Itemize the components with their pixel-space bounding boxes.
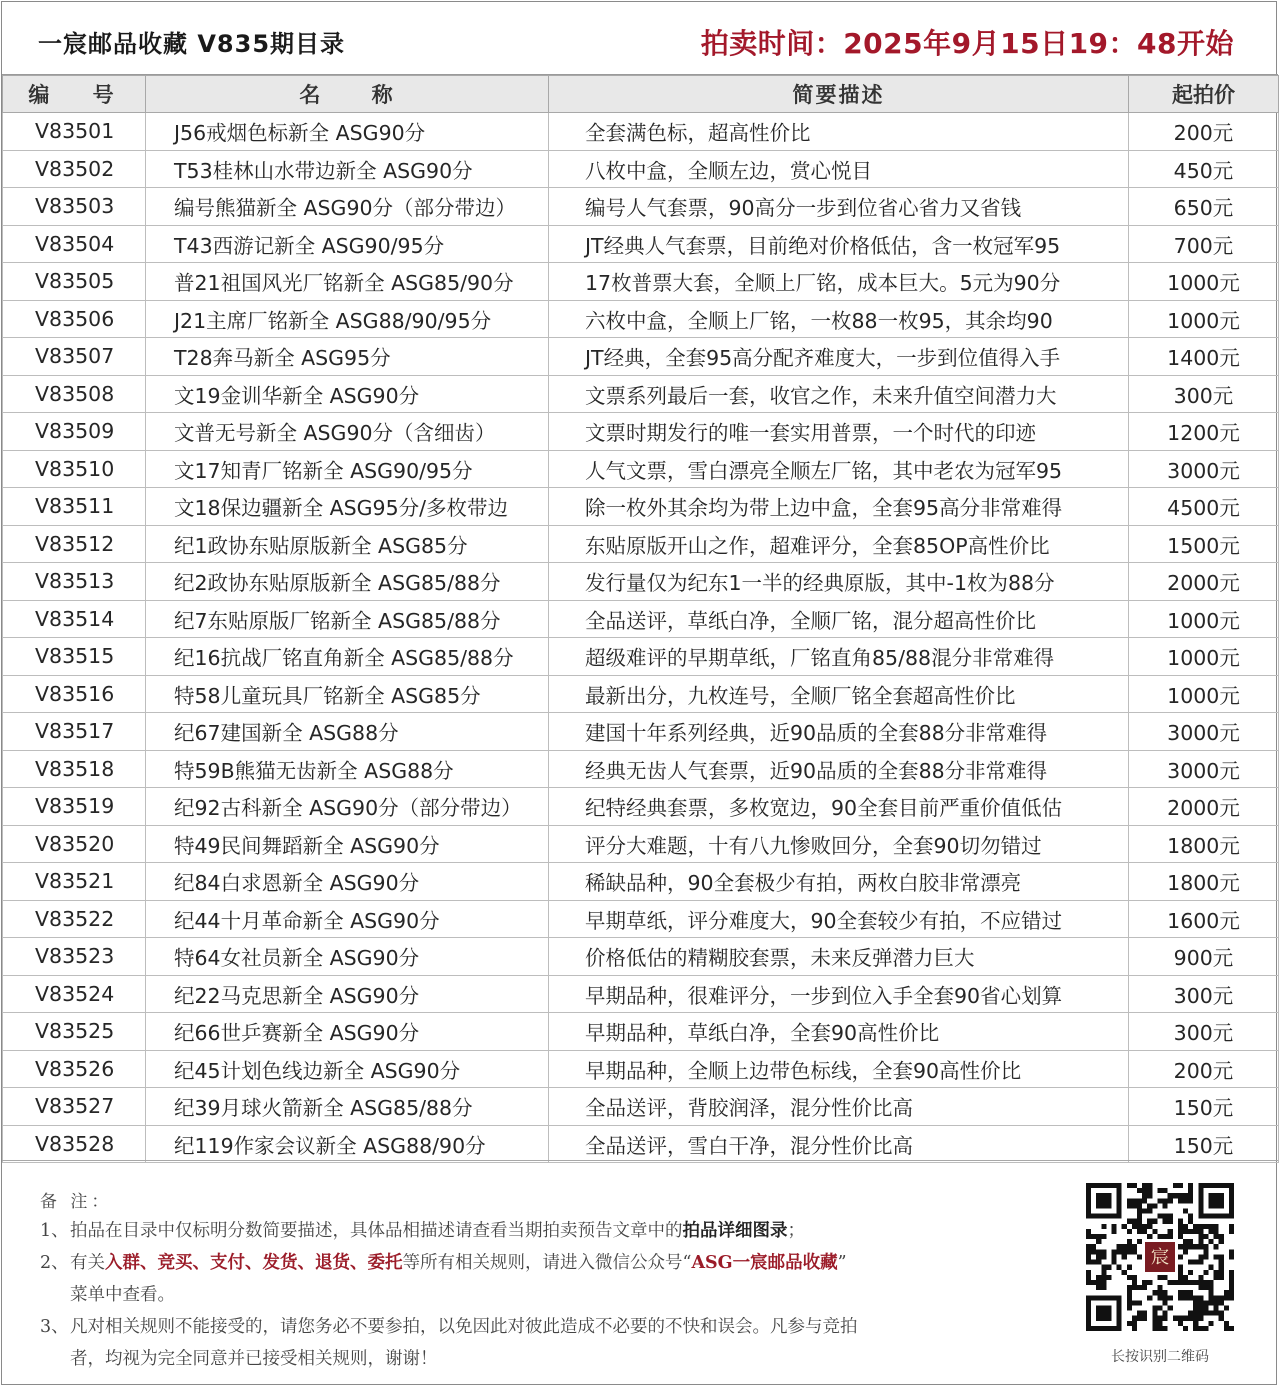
starting-price: 150元 (1129, 1125, 1279, 1163)
stamp-name: 特49民间舞蹈新全 ASG90分 (146, 825, 549, 863)
brief-description: 早期品种，草纸白净，全套90高性价比 (549, 1013, 1129, 1051)
starting-price: 1800元 (1129, 863, 1279, 901)
table-row (3, 825, 1279, 863)
lot-number: V83527 (3, 1088, 146, 1126)
stamp-name: 特58儿童玩具厂铭新全 ASG85分 (146, 675, 549, 713)
lot-number: V83504 (3, 225, 146, 263)
lot-number: V83519 (3, 788, 146, 826)
lot-number: V83523 (3, 938, 146, 976)
stamp-name: 纪44十月革命新全 ASG90分 (146, 900, 549, 938)
starting-price: 300元 (1129, 375, 1279, 413)
note-2 (40, 1247, 1040, 1311)
brief-description: 价格低估的精糊胶套票，未来反弹潜力巨大 (549, 938, 1129, 976)
stamp-name: J56戒烟色标新全 ASG90分 (146, 113, 549, 151)
table-row (3, 225, 1279, 263)
lot-number: V83524 (3, 975, 146, 1013)
note-2-quote-close: ” (837, 1253, 847, 1273)
stamp-name: 纪39月球火箭新全 ASG85/88分 (146, 1088, 549, 1126)
table-row (3, 1125, 1279, 1163)
lot-number: V83517 (3, 713, 146, 751)
starting-price: 1000元 (1129, 300, 1279, 338)
column-header-name: 名 称 (146, 76, 549, 113)
brief-description: 评分大难题，十有八九惨败回分，全套90切勿错过 (549, 825, 1129, 863)
brief-description: 全品送评，背胶润泽，混分性价比高 (549, 1088, 1129, 1126)
table-row (3, 638, 1279, 676)
table-row (3, 713, 1279, 751)
starting-price: 650元 (1129, 188, 1279, 226)
starting-price: 1200元 (1129, 413, 1279, 451)
brief-description: 八枚中盒，全顺左边，赏心悦目 (549, 150, 1129, 188)
starting-price: 300元 (1129, 975, 1279, 1013)
starting-price: 2000元 (1129, 563, 1279, 601)
stamp-name: T53桂林山水带边新全 ASG90分 (146, 150, 549, 188)
starting-price: 2000元 (1129, 788, 1279, 826)
note-1-number: 1、 (40, 1221, 69, 1241)
table-row (3, 450, 1279, 488)
note-3-number: 3、 (40, 1317, 69, 1337)
note-2-middle: 等所有相关规则，请进入微信公众号“ (402, 1253, 692, 1273)
brief-description: 建国十年系列经典，近90品质的全套88分非常难得 (549, 713, 1129, 751)
stamp-name: 特59B熊猫无齿新全 ASG88分 (146, 750, 549, 788)
starting-price: 300元 (1129, 1013, 1279, 1051)
brief-description: 六枚中盒，全顺上厂铭，一枚88一枚95，其余均90 (549, 300, 1129, 338)
notes-title: 备 注： (40, 1192, 113, 1212)
lot-number: V83513 (3, 563, 146, 601)
table-row (3, 263, 1279, 301)
starting-price: 200元 (1129, 113, 1279, 151)
starting-price: 900元 (1129, 938, 1279, 976)
table-row (3, 750, 1279, 788)
brief-description: 全套满色标，超高性价比 (549, 113, 1129, 151)
header-bar (2, 2, 1278, 75)
lot-number: V83505 (3, 263, 146, 301)
qr-caption: 长按识别二维码 (1111, 1349, 1209, 1365)
brief-description: JT经典人气套票，目前绝对价格低估，含一枚冠军95 (549, 225, 1129, 263)
lot-number: V83516 (3, 675, 146, 713)
lot-number: V83501 (3, 113, 146, 151)
lot-number: V83515 (3, 638, 146, 676)
table-row (3, 788, 1279, 826)
brief-description: 全品送评，草纸白净，全顺厂铭，混分超高性价比 (549, 600, 1129, 638)
table-row (3, 900, 1279, 938)
note-1-text: 拍品在目录中仅标明分数简要描述，具体品相描述请查看当期拍卖预告文章中的 (70, 1221, 683, 1241)
catalog-table (2, 75, 1279, 1163)
lot-number: V83514 (3, 600, 146, 638)
lot-number: V83525 (3, 1013, 146, 1051)
brief-description: 超级难评的早期草纸，厂铭直角85/88混分非常难得 (549, 638, 1129, 676)
lot-number: V83508 (3, 375, 146, 413)
starting-price: 1000元 (1129, 638, 1279, 676)
note-1-end: ； (787, 1221, 805, 1241)
column-header-description: 简要描述 (549, 76, 1129, 113)
starting-price: 150元 (1129, 1088, 1279, 1126)
brief-description: 早期草纸，评分难度大，90全套较少有拍，不应错过 (549, 900, 1129, 938)
brief-description: JT经典，全套95高分配齐难度大，一步到位值得入手 (549, 338, 1129, 376)
brief-description: 最新出分，九枚连号，全顺厂铭全套超高性价比 (549, 675, 1129, 713)
note-3-text: 凡对相关规则不能接受的，请您务必不要参拍，以免因此对彼此造成不必要的不快和误会。凡参与竞拍 (70, 1317, 858, 1337)
note-2-prefix: 有关 (70, 1253, 105, 1273)
brief-description: 文票系列最后一套，收官之作，未来升值空间潜力大 (549, 375, 1129, 413)
table-row (3, 300, 1279, 338)
lot-number: V83503 (3, 188, 146, 226)
starting-price: 1400元 (1129, 338, 1279, 376)
lot-number: V83507 (3, 338, 146, 376)
brief-description: 除一枚外其余均为带上边中盒，全套95高分非常难得 (549, 488, 1129, 526)
stamp-name: 纪45计划色线边新全 ASG90分 (146, 1050, 549, 1088)
brief-description: 纪特经典套票，多枚宽边，90全套目前严重价值低估 (549, 788, 1129, 826)
table-row (3, 975, 1279, 1013)
lot-number: V83518 (3, 750, 146, 788)
table-row (3, 600, 1279, 638)
stamp-name: 纪2政协东贴原版新全 ASG85/88分 (146, 563, 549, 601)
starting-price: 450元 (1129, 150, 1279, 188)
starting-price: 200元 (1129, 1050, 1279, 1088)
stamp-name: 纪84白求恩新全 ASG90分 (146, 863, 549, 901)
starting-price: 3000元 (1129, 450, 1279, 488)
table-row (3, 375, 1279, 413)
brief-description: 早期品种，很难评分，一步到位入手全套90省心划算 (549, 975, 1129, 1013)
lot-number: V83506 (3, 300, 146, 338)
starting-price: 3000元 (1129, 713, 1279, 751)
stamp-name: 纪16抗战厂铭直角新全 ASG85/88分 (146, 638, 549, 676)
note-3-continuation: 者，均视为完全同意并已接受相关规则，谢谢！ (70, 1349, 438, 1369)
lot-number: V83512 (3, 525, 146, 563)
catalog-sheet (1, 1, 1277, 1385)
stamp-name: 文普无号新全 ASG90分（含细齿） (146, 413, 549, 451)
lot-number: V83528 (3, 1125, 146, 1163)
stamp-name: 编号熊猫新全 ASG90分（部分带边） (146, 188, 549, 226)
lot-number: V83520 (3, 825, 146, 863)
starting-price: 1000元 (1129, 675, 1279, 713)
column-header-price: 起拍价 (1129, 76, 1279, 113)
note-2-number: 2、 (40, 1253, 69, 1273)
starting-price: 1000元 (1129, 263, 1279, 301)
lot-number: V83510 (3, 450, 146, 488)
stamp-name: 文17知青厂铭新全 ASG90/95分 (146, 450, 549, 488)
lot-number: V83511 (3, 488, 146, 526)
lot-number: V83521 (3, 863, 146, 901)
table-row (3, 938, 1279, 976)
stamp-name: 纪67建国新全 ASG88分 (146, 713, 549, 751)
note-1-detail-catalog: 拍品详细图录 (682, 1221, 788, 1241)
table-row (3, 563, 1279, 601)
note-2-wechat-account: ASG一宸邮品收藏 (691, 1253, 838, 1273)
note-2-continuation: 菜单中查看。 (70, 1285, 175, 1305)
brief-description: 全品送评，雪白干净，混分性价比高 (549, 1125, 1129, 1163)
qr-center-logo-glyph: 宸 (1150, 1247, 1170, 1269)
table-row (3, 1013, 1279, 1051)
lot-number: V83526 (3, 1050, 146, 1088)
note-3 (40, 1311, 1040, 1375)
brief-description: 编号人气套票，90高分一步到位省心省力又省钱 (549, 188, 1129, 226)
table-row (3, 338, 1279, 376)
brief-description: 经典无齿人气套票，近90品质的全套88分非常难得 (549, 750, 1129, 788)
brief-description: 17枚普票大套，全顺上厂铭，成本巨大。5元为90分 (549, 263, 1129, 301)
table-row (3, 863, 1279, 901)
brief-description: 人气文票，雪白漂亮全顺左厂铭，其中老农为冠军95 (549, 450, 1129, 488)
starting-price: 1500元 (1129, 525, 1279, 563)
note-2-rule-topics: 入群、竞买、支付、发货、退货、委托 (105, 1253, 403, 1273)
auction-time: 拍卖时间：2025年9月15日19：48开始 (700, 27, 1234, 60)
starting-price: 4500元 (1129, 488, 1279, 526)
table-header-row (3, 76, 1279, 113)
starting-price: 700元 (1129, 225, 1279, 263)
table-row (3, 675, 1279, 713)
stamp-name: 文18保边疆新全 ASG95分/多枚带边 (146, 488, 549, 526)
column-header-id: 编 号 (3, 76, 146, 113)
stamp-name: 纪7东贴原版厂铭新全 ASG85/88分 (146, 600, 549, 638)
stamp-name: 纪119作家会议新全 ASG88/90分 (146, 1125, 549, 1163)
table-row (3, 413, 1279, 451)
brief-description: 稀缺品种，90全套极少有拍，两枚白胶非常漂亮 (549, 863, 1129, 901)
brief-description: 早期品种，全顺上边带色标线，全套90高性价比 (549, 1050, 1129, 1088)
stamp-name: 纪22马克思新全 ASG90分 (146, 975, 549, 1013)
catalog-title: 一宸邮品收藏 V835期目录 (38, 30, 346, 58)
table-row (3, 1088, 1279, 1126)
stamp-name: 纪66世乒赛新全 ASG90分 (146, 1013, 549, 1051)
stamp-name: 特64女社员新全 ASG90分 (146, 938, 549, 976)
starting-price: 3000元 (1129, 750, 1279, 788)
stamp-name: 纪1政协东贴原版新全 ASG85分 (146, 525, 549, 563)
table-row (3, 488, 1279, 526)
starting-price: 1800元 (1129, 825, 1279, 863)
stamp-name: T28奔马新全 ASG95分 (146, 338, 549, 376)
lot-number: V83502 (3, 150, 146, 188)
starting-price: 1000元 (1129, 600, 1279, 638)
wechat-qr-code[interactable] (1086, 1183, 1234, 1331)
stamp-name: J21主席厂铭新全 ASG88/90/95分 (146, 300, 549, 338)
lot-number: V83509 (3, 413, 146, 451)
table-row (3, 1050, 1279, 1088)
stamp-name: 普21祖国风光厂铭新全 ASG85/90分 (146, 263, 549, 301)
table-row (3, 188, 1279, 226)
note-1 (40, 1215, 1040, 1247)
table-body (3, 113, 1279, 1163)
brief-description: 文票时期发行的唯一套实用普票，一个时代的印迹 (549, 413, 1129, 451)
brief-description: 发行量仅为纪东1一半的经典原版，其中-1枚为88分 (549, 563, 1129, 601)
starting-price: 1600元 (1129, 900, 1279, 938)
lot-number: V83522 (3, 900, 146, 938)
table-row (3, 150, 1279, 188)
table-row (3, 525, 1279, 563)
stamp-name: 文19金训华新全 ASG90分 (146, 375, 549, 413)
stamp-name: 纪92古科新全 ASG90分（部分带边） (146, 788, 549, 826)
table-row (3, 113, 1279, 151)
stamp-name: T43西游记新全 ASG90/95分 (146, 225, 549, 263)
brief-description: 东贴原版开山之作，超难评分，全套85OP高性价比 (549, 525, 1129, 563)
